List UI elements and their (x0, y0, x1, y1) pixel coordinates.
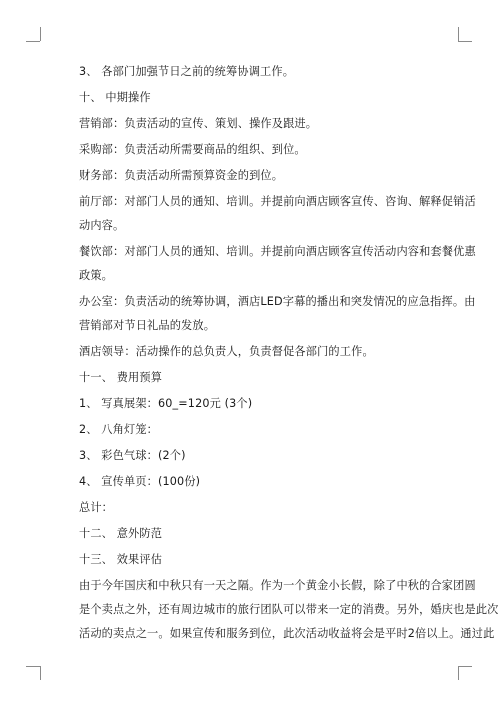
paragraph-purchasing: 采购部：负责活动所需要商品的组织、到位。 (79, 143, 306, 156)
budget-item-flyers: 4、 宣传单页：(100份) (79, 475, 201, 488)
section-heading-evaluation: 十三、 效果评估 (79, 553, 163, 566)
list-item-coordination: 3、 各部门加强节日之前的统筹协调工作。 (79, 65, 295, 78)
paragraph-evaluation-line2: 是个卖点之外，还有周边城市的旅行团队可以带来一定的消费。另外，婚庆也是此次 (79, 603, 499, 616)
paragraph-office-line1: 办公室：负责活动的统筹协调，酒店LED字幕的播出和突发情况的应急指挥。由 (79, 295, 476, 308)
paragraph-finance: 财务部：负责活动所需预算资金的到位。 (79, 169, 284, 182)
paragraph-marketing: 营销部：负责活动的宣传、策划、操作及跟进。 (79, 117, 318, 130)
paragraph-evaluation-line3: 活动的卖点之一。如果宣传和服务到位，此次活动收益将会是平时2倍以上。通过此 (79, 627, 495, 640)
budget-item-balloons: 3、 彩色气球：(2个) (79, 449, 186, 462)
paragraph-office-line2: 营销部对节日礼品的发放。 (79, 319, 216, 332)
paragraph-evaluation-line1: 由于今年国庆和中秋只有一天之隔。作为一个黄金小长假，除了中秋的合家团圆 (79, 579, 476, 592)
section-heading-mid-operation: 十、 中期操作 (79, 91, 151, 104)
budget-total: 总计： (79, 501, 114, 514)
paragraph-front-office-line1: 前厅部：对部门人员的通知、培训。并提前向酒店顾客宣传、咨询、解释促销活 (79, 195, 476, 208)
budget-item-lanterns: 2、 八角灯笼： (79, 423, 158, 436)
section-heading-contingency: 十二、 意外防范 (79, 527, 163, 540)
budget-item-display-stand: 1、 写真展架：60_=120元 (3个) (79, 397, 253, 410)
section-heading-budget: 十一、 费用预算 (79, 371, 163, 384)
paragraph-catering-line2: 政策。 (79, 269, 114, 282)
paragraph-hotel-leadership: 酒店领导：活动操作的总负责人，负责督促各部门的工作。 (79, 345, 374, 358)
paragraph-front-office-line2: 动内容。 (79, 219, 125, 232)
document-page (79, 64, 499, 642)
paragraph-catering-line1: 餐饮部：对部门人员的通知、培训。并提前向酒店顾客宣传活动内容和套餐优惠 (79, 245, 476, 258)
